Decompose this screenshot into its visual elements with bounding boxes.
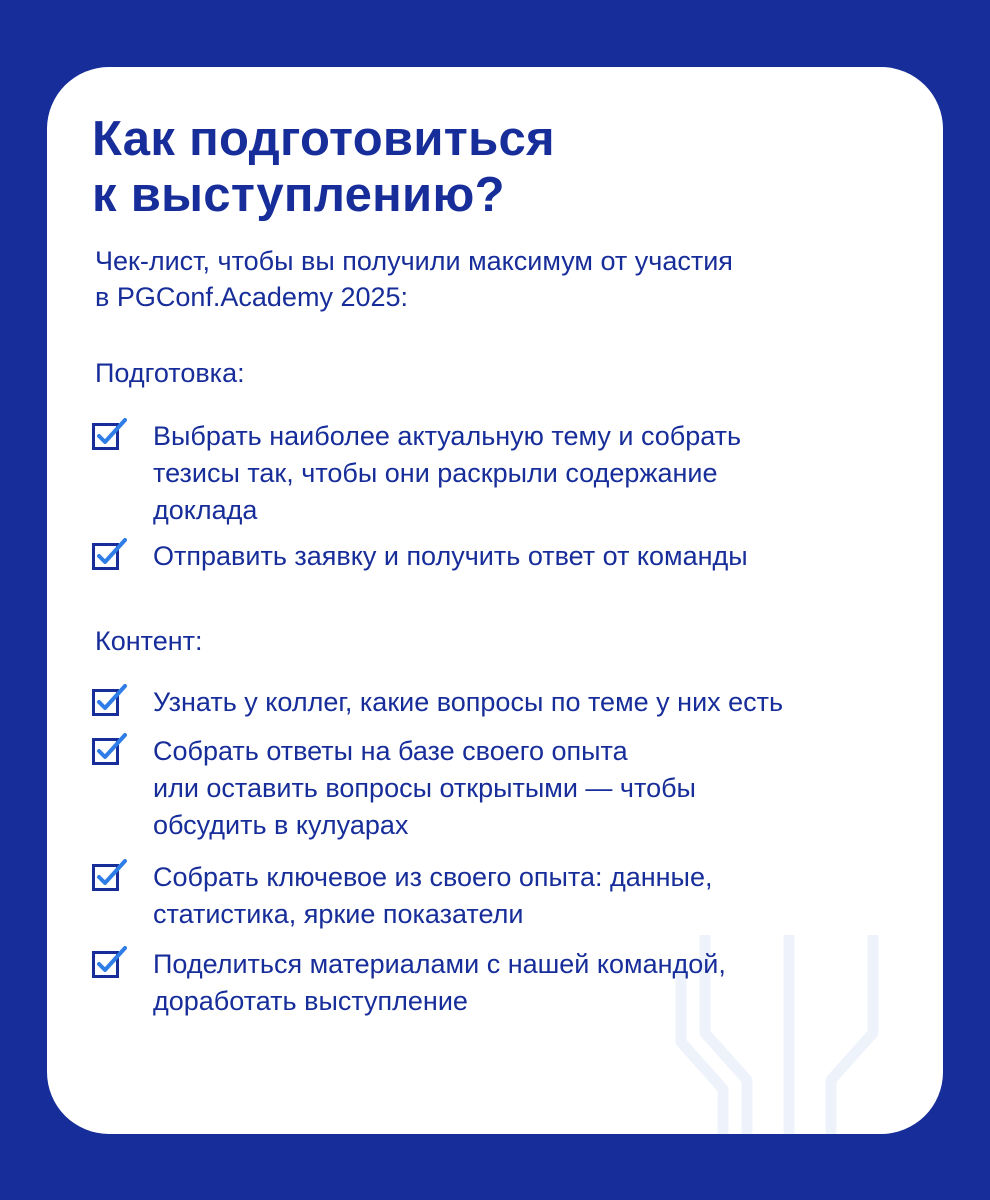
title-line-1: Как подготовиться	[92, 112, 555, 166]
item-line: статистика, яркие показатели	[153, 899, 524, 929]
item-line: доработать выступление	[153, 986, 468, 1016]
item-line: Узнать у коллег, какие вопросы по теме у них есть	[153, 687, 784, 717]
subtitle	[95, 243, 733, 315]
subtitle-line-1: Чек-лист, чтобы вы получили максимум от участия	[95, 246, 733, 276]
title-line-2: к выступлению?	[92, 168, 505, 222]
item-line: Собрать ответы на базе своего опыта	[153, 736, 628, 766]
checkbox-checked-icon	[92, 538, 128, 572]
section-label-preparation: Подготовка:	[95, 358, 245, 388]
checkbox-checked-icon	[92, 946, 128, 980]
checkbox-checked-icon	[92, 684, 128, 718]
item-line: Выбрать наиболее актуальную тему и собрать	[153, 421, 742, 451]
subtitle-line-2: в PGConf.Academy 2025:	[95, 282, 409, 312]
item-line: Собрать ключевое из своего опыта: данные,	[153, 862, 713, 892]
item-line: обсудить в кулуарах	[153, 810, 409, 840]
checklist-item-text	[153, 859, 933, 933]
page-title	[92, 111, 555, 223]
item-line: тезисы так, чтобы они раскрыли содержание	[153, 458, 718, 488]
item-line: Поделиться материалами с нашей командой,	[153, 949, 726, 979]
item-line: или оставить вопросы открытыми — чтобы	[153, 773, 696, 803]
checklist-item-text	[153, 684, 933, 721]
checklist-card	[47, 67, 943, 1134]
checklist-item-text	[153, 733, 933, 844]
section-label-content: Контент:	[95, 626, 203, 656]
checklist-item-text	[153, 946, 933, 1020]
checklist-item-text	[153, 418, 933, 529]
item-line: Отправить заявку и получить ответ от команды	[153, 541, 748, 571]
item-line: доклада	[153, 495, 258, 525]
checkbox-checked-icon	[92, 733, 128, 767]
checkbox-checked-icon	[92, 418, 128, 452]
checkbox-checked-icon	[92, 859, 128, 893]
checklist-item-text	[153, 538, 933, 575]
